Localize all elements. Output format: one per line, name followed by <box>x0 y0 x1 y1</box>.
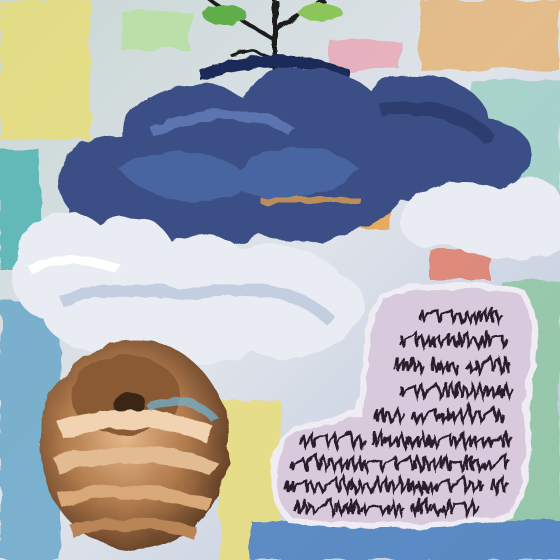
hands <box>40 340 230 550</box>
